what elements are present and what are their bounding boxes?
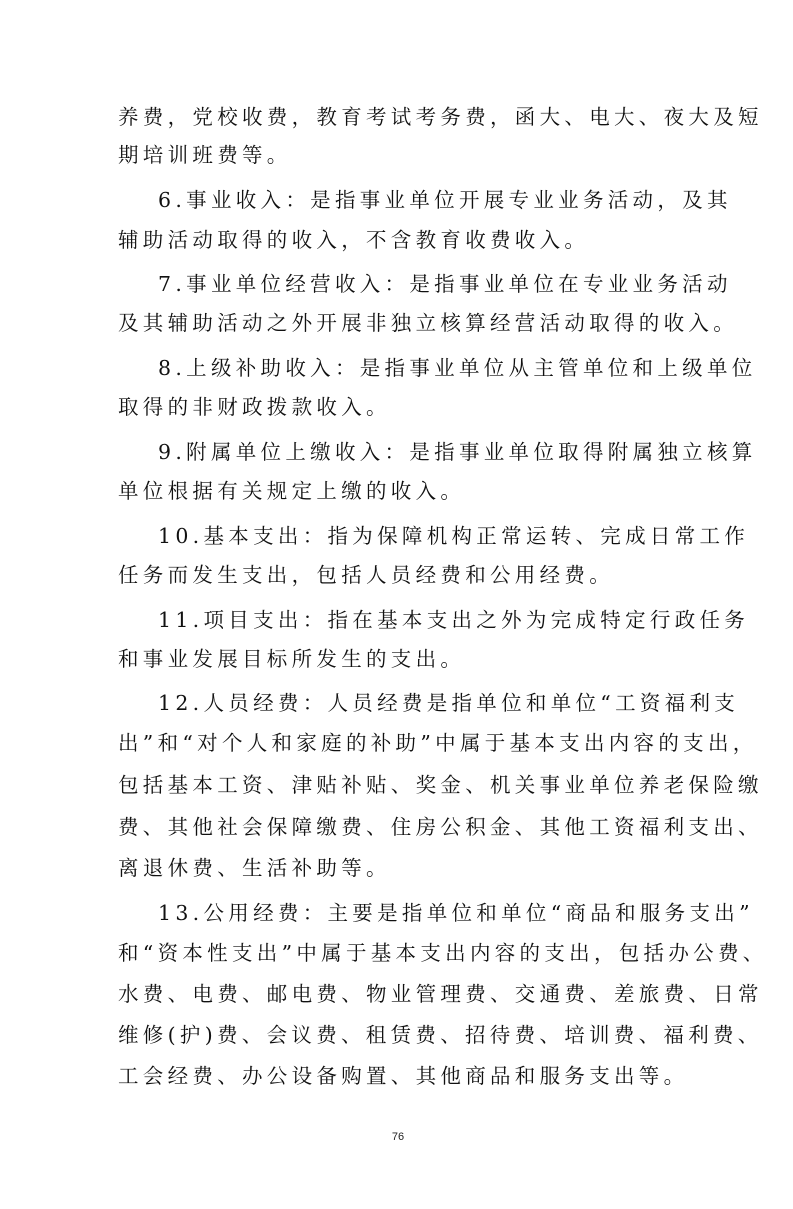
paragraph-13-line-3: 水费、电费、邮电费、物业管理费、交通费、差旅费、日常 — [118, 982, 763, 1006]
paragraph-12-line-1: 12.人员经费：人员经费是指单位和单位“工资福利支 — [158, 691, 740, 715]
paragraph-10-line-1: 10.基本支出：指为保障机构正常运转、完成日常工作 — [158, 524, 750, 548]
paragraph-13-line-1: 13.公用经费：主要是指单位和单位“商品和服务支出” — [158, 901, 754, 925]
paragraph-13-line-4: 维修(护)费、会议费、租赁费、招待费、培训费、福利费、 — [118, 1023, 763, 1047]
paragraph-12-line-2: 出”和“对个人和家庭的补助”中属于基本支出内容的支出， — [118, 731, 758, 755]
paragraph-11-line-1: 11.项目支出：指在基本支出之外为完成特定行政任务 — [158, 608, 750, 632]
paragraph-13-line-5: 工会经费、办公设备购置、其他商品和服务支出等。 — [118, 1064, 689, 1088]
paragraph-8-line-1: 8.上级补助收入：是指事业单位从主管单位和上级单位 — [158, 356, 757, 380]
paragraph-8-line-2: 取得的非财政拨款收入。 — [118, 395, 391, 419]
paragraph-5-line-3: 期培训班费等。 — [118, 143, 292, 167]
paragraph-12-line-4: 费、其他社会保障缴费、住房公积金、其他工资福利支出、 — [118, 815, 763, 839]
paragraph-9-line-1: 9.附属单位上缴收入：是指事业单位取得附属独立核算 — [158, 440, 757, 464]
paragraph-7-line-2: 及其辅助活动之外开展非独立核算经营活动取得的收入。 — [118, 311, 738, 335]
paragraph-10-line-2: 任务而发生支出，包括人员经费和公用经费。 — [118, 563, 614, 587]
paragraph-12-line-3: 包括基本工资、津贴补贴、奖金、机关事业单位养老保险缴 — [118, 773, 763, 797]
paragraph-7-line-1: 7.事业单位经营收入：是指事业单位在专业业务活动 — [158, 272, 732, 296]
paragraph-9-line-2: 单位根据有关规定上缴的收入。 — [118, 479, 466, 503]
paragraph-12-line-5: 离退休费、生活补助等。 — [118, 856, 391, 880]
paragraph-6-line-1: 6.事业收入：是指事业单位开展专业业务活动，及其 — [158, 188, 732, 212]
paragraph-13-line-2: 和“资本性支出”中属于基本支出内容的支出，包括办公费、 — [118, 941, 768, 965]
paragraph-11-line-2: 和事业发展目标所发生的支出。 — [118, 647, 466, 671]
page-number: 76 — [391, 1131, 405, 1143]
paragraph-6-line-2: 辅助活动取得的收入，不含教育收费收入。 — [118, 228, 590, 252]
paragraph-5-line-2: 养费，党校收费，教育考试考务费，函大、电大、夜大及短 — [118, 105, 763, 129]
